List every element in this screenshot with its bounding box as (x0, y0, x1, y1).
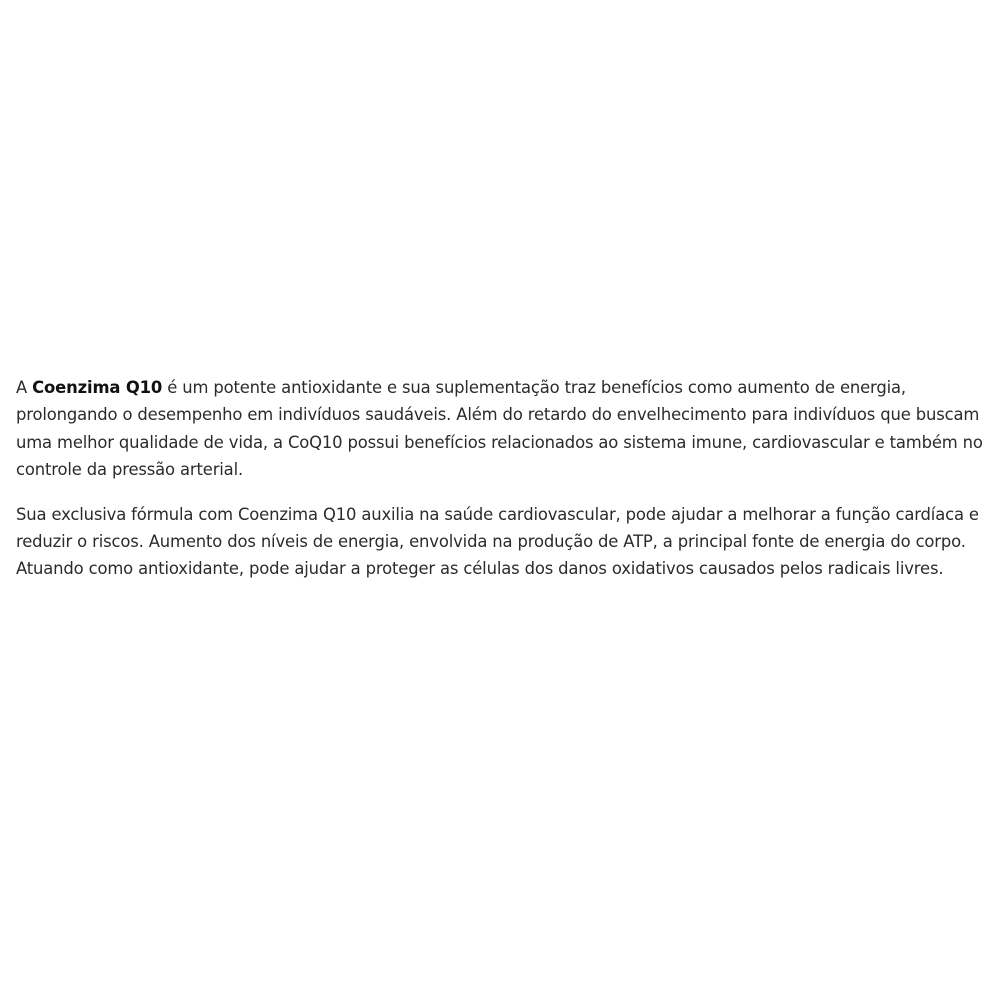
product-name: Coenzima Q10 (32, 378, 163, 397)
product-description (16, 374, 996, 583)
paragraph-lead: A (16, 378, 33, 397)
description-paragraph-3: Atuando como antioxidante, pode ajudar a proteger as células dos danos oxidativos causados pelos radicais livres. (16, 559, 944, 579)
paragraph-body: é um potente antioxidante e sua suplementação traz benefícios como aumento de energia, prolongando o desempenho em indivíduos saudáveis. Além do retardo do envelhecimento para indivíduos que buscam uma melhor qualidade de vida, a CoQ10 possui benefícios relacionados ao sistema imune, cardiovascular e também no controle da pressão arterial. (16, 378, 983, 480)
description-paragraph-2: Sua exclusiva fórmula com Coenzima Q10 auxilia na saúde cardiovascular, pode ajudar a melhorar a função cardíaca e reduzir o riscos. Aumento dos níveis de energia, envolvida na produção de ATP, a principal fonte de energia do corpo. (16, 504, 979, 552)
description-paragraph-1 (16, 374, 996, 484)
